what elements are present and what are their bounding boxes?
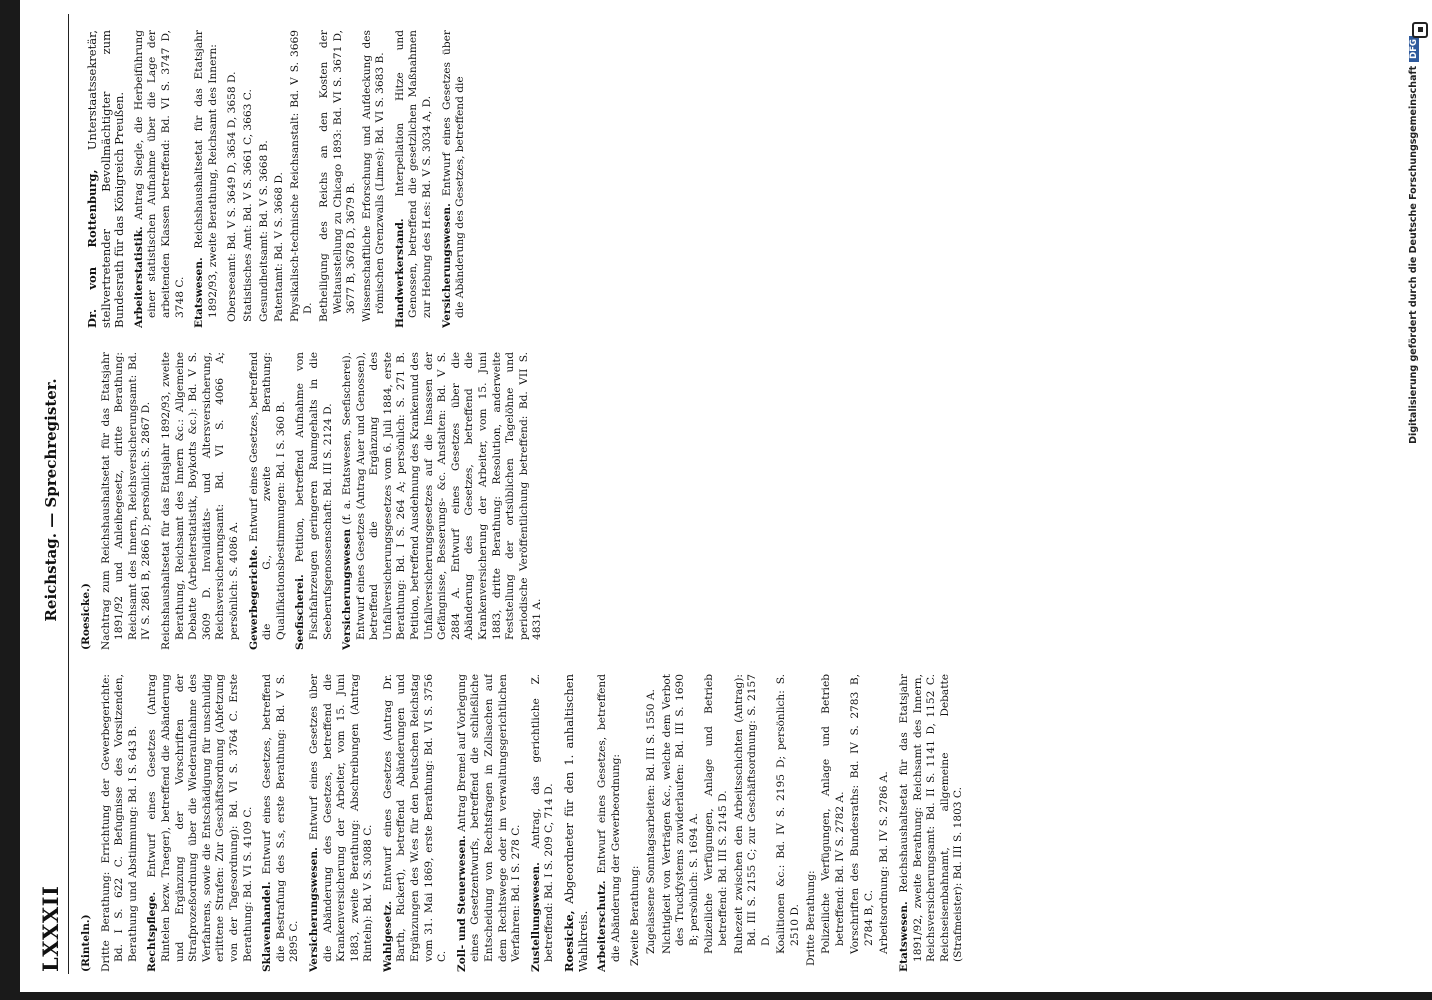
- entry: Zustellungswesen. Antrag, das gerichtliche Z. betreffend: Bd. I S. 209 C, 714 D.: [529, 674, 556, 972]
- entry: Dritte Berathung: Errichtung der Gewerbegerichte: Bd. I S. 622 C. Befugnisse des Vorsitzenden, Berathung und Abstimmung: Bd. I S. 643 B.: [99, 674, 139, 972]
- digitization-credit: Digitalisierung gefördert durch die Deutsche ForschungsgemeinschaftDFG: [1408, 0, 1424, 996]
- entry: Zoll- und Steuerwesen. Antrag Bremel auf Vorlegung eines Gesetzentwurfs, betreffend die schließliche Entscheidung von Rechtsfragen in Zollsachen auf dem Rechtswege oder im verwaltungsgerichtlichen Verfahren: Bd. I S. 278 C.: [455, 674, 523, 972]
- entry: Versicherungswesen. Entwurf eines Gesetzes über die Abänderung des Gesetzes, betreffend die Krankenversicherung der Arbeiter, vom 15. Juni 1883, zweite Berathung: Abschreibungen (Antrag Rinteln): Bd. V S. 3088 C.: [307, 674, 375, 972]
- header-rule: [68, 14, 69, 974]
- entry: Arbeiterschutz. Entwurf eines Gesetzes, betreffend die Abänderung der Gewerbeordnung:: [596, 674, 622, 972]
- page-number: LXXXII: [38, 885, 63, 972]
- sub-entry: Polizeiliche Verfügungen, Anlage und Betrieb betreffend: Bd. IV S. 2782 A.: [820, 674, 846, 954]
- sub-entry: Koalitionen &c.: Bd. IV S. 2195 D; persönlich: S. 2510 D.: [775, 674, 801, 954]
- column-2: [80, 352, 1380, 650]
- sub-entry: Gesundheitsamt: Bd. V S. 3668 B.: [257, 140, 270, 322]
- page-header: [34, 0, 64, 1000]
- sub-entry: Zweite Berathung:: [629, 865, 642, 966]
- scan-corner-icon: [1412, 22, 1428, 38]
- running-title: Reichstag. — Sprechregister.: [42, 378, 60, 622]
- sub-entry: Betheiligung des Reichs an den Kosten der Weltausstellung zu Chicago 1893: Bd. VI S. 3671 D, 3677 B, 3678 D, 3679 B.: [317, 30, 358, 322]
- sub-entry: Nichtigkeit von Verträgen &c., welche dem Verbot des Truckfystems zuwiderlaufen: Bd. III S. 1690 B; persönlich: S. 1694 A.: [660, 674, 700, 954]
- entry: Etatswesen. Reichshaushaltsetat für das Etatsjahr 1891/92, zweite Berathung: Reichsamt des Innern, Reichsversicherungsamt: Bd. II S. 1141 D, 1152 C. Reichseisenbahnamt, allgemeine Debatte (Strafmeister): Bd. III S. 1803 C.: [898, 674, 965, 972]
- sub-entry: Patentamt: Bd. V S. 3668 D.: [273, 172, 286, 322]
- speaker-heading: Dr. von Rottenburg, Unterstaatssekretär, stellvertretender Bevollmächtigter zum Bundesrath für das Königreich Preußen.: [85, 30, 127, 328]
- sub-entry: Vorschriften des Bundesraths: Bd. IV S. 2783 B, 2784 B, C.: [849, 674, 875, 954]
- scan-border-left: [0, 992, 1432, 1000]
- continued-name: (Rinteln.): [80, 914, 92, 972]
- sub-entry: Physikalisch-technische Reichsanstalt: Bd. V S. 3669 D.: [288, 30, 315, 322]
- sub-entry: Dritte Berathung:: [804, 870, 817, 966]
- entry: Reichshaushaltsetat für das Etatsjahr 1892/93, zweite Berathung, Reichsamt des Innern &c.: Allgemeine Debatte (Arbeiterstatistik, Boykotts &c.): Bd. V S. 3609 D. Invaliditäts- und Altersversicherung, Reichsversicherungsamt: Bd. VI S. 4066 A; persönlich: S. 4086 A.: [159, 352, 240, 650]
- column-3: [80, 30, 1380, 328]
- scan-border-top: [0, 0, 20, 1000]
- sub-entry: Zugelassene Sonntagsarbeiten: Bd. III S. 1550 A.: [644, 689, 657, 954]
- dfg-logo: DFG: [1409, 36, 1419, 62]
- entry: Versicherungswesen (f. a. Etatswesen, Seefischerei). Entwurf eines Gesetzes (Antrag Auer und Genossen), betreffend die Ergänzung des Unfallversicherungsgesetzes vom 6. Juli 1884, erste Berathung: Bd. I S. 264 A; persönlich: S. 271 B. Petition, betreffend Ausdehnung des Krankenund des Unfallversicherungsgesetzes auf die Insassen der Gefängnisse, Besserungs- &c. Anstalten: Bd. V S. 2884 A. Entwurf eines Gesetzes über die Abänderung des Gesetzes, betreffend die Krankenversicherung der Arbeiter, vom 15. Juni 1883, dritte Berathung: Resolution, anderweite Feststellung der ortsüblichen Tagelöhne und periodische Veröffentlichung betreffend: Bd. VII S. 4831 A.: [341, 352, 544, 650]
- continued-name: (Roesicke.): [80, 583, 92, 650]
- speaker-heading: Roesicke, Abgeordneter für den 1. anhaltischen Wahlkreis.: [562, 674, 590, 972]
- entry: Rechtspflege. Entwurf eines Gesetzes (Antrag Rintelen bezw. Traeger), betreffend die Abänderung und Ergänzung der Vorschriften der Strafprozeßordnung über die Wiederaufnahme des Verfahrens, sowie die Entschädigung für unschuldig erlittene Strafen: Zur Geschäftsordnung (Abfetzung von der Tagesordnung): Bd. VI S. 3764 C. Erste Berathung: Bd. VI S. 4109 C.: [146, 674, 254, 972]
- sub-entry: Statistisches Amt: Bd. V S. 3661 C, 3663 C.: [241, 89, 254, 322]
- sub-entry: Ruhezeit zwischen den Arbeitsschichten (Antrag): Bd. III S. 2155 C; zur Geschäftsordnung: S. 2157 D.: [732, 674, 772, 954]
- entry: Etatswesen. Reichshaushaltsetat für das Etatsjahr 1892/93, zweite Berathung, Reichsamt des Innern:: [193, 30, 219, 328]
- entry: Handwerkerstand. Interpellation Hitze und Genossen, betreffend die gesetzlichen Maßnahmen zur Hebung des H.es: Bd. V S. 3034 A, D.: [393, 30, 434, 328]
- entry: Wahlgesetz. Entwurf eines Gesetzes (Antrag Dr. Barth, Rickert), betreffend Abänderungen und Ergänzungen des W.es für den Deutschen Reichstag vom 31. Mai 1869, erste Berathung: Bd. VI S. 3756 C.: [381, 674, 449, 972]
- entry: Nachtrag zum Reichshaushaltsetat für das Etatsjahr 1891/92 und Anleihegesetz, dritte Berathung: Reichsamt des Innern, Reichsversicherungsamt: Bd. IV S. 2861 B, 2866 D; persönlich: S. 2867 D.: [99, 352, 153, 650]
- sub-entry: Polizeiliche Verfügungen, Anlage und Betrieb betreffend: Bd. III S. 2145 D.: [703, 674, 729, 954]
- entry: Seefischerei. Petition, betreffend Aufnahme von Fischfahrzeugen geringeren Raumgehalts in die Seeberufsgenossenschaft: Bd. III S. 2124 D.: [294, 352, 334, 650]
- entry: Arbeiterstatistik. Antrag Siegle, die Herbeiführung einer statistischen Aufnahme über die Lage der arbeitenden Klassen betreffend: Bd. VI S. 3747 D, 3748 C.: [132, 30, 186, 328]
- sub-entry: Wissenschaftliche Erforschung und Aufdeckung des römischen Grenzwalls (Limes): Bd. VI S. 3683 B.: [360, 30, 387, 322]
- column-1: [80, 674, 1380, 972]
- entry: Sklavenhandel. Entwurf eines Gesetzes, betreffend die Bestrafung des S.s, erste Berathung: Bd. V S. 2895 C.: [261, 674, 301, 972]
- entry: Versicherungswesen. Entwurf eines Gesetzes über die Abänderung des Gesetzes, betreffend die: [440, 30, 467, 328]
- sub-entry: Arbeitsordnung: Bd. IV S. 2786 A.: [878, 771, 891, 954]
- entry: Gewerbegerichte. Entwurf eines Gesetzes, betreffend die G., zweite Berathung: Qualifikationsbestimmungen: Bd. I S. 360 B.: [247, 352, 287, 650]
- sub-entry: Oberseeamt: Bd. V S. 3649 D, 3654 D, 3658 D.: [226, 71, 239, 322]
